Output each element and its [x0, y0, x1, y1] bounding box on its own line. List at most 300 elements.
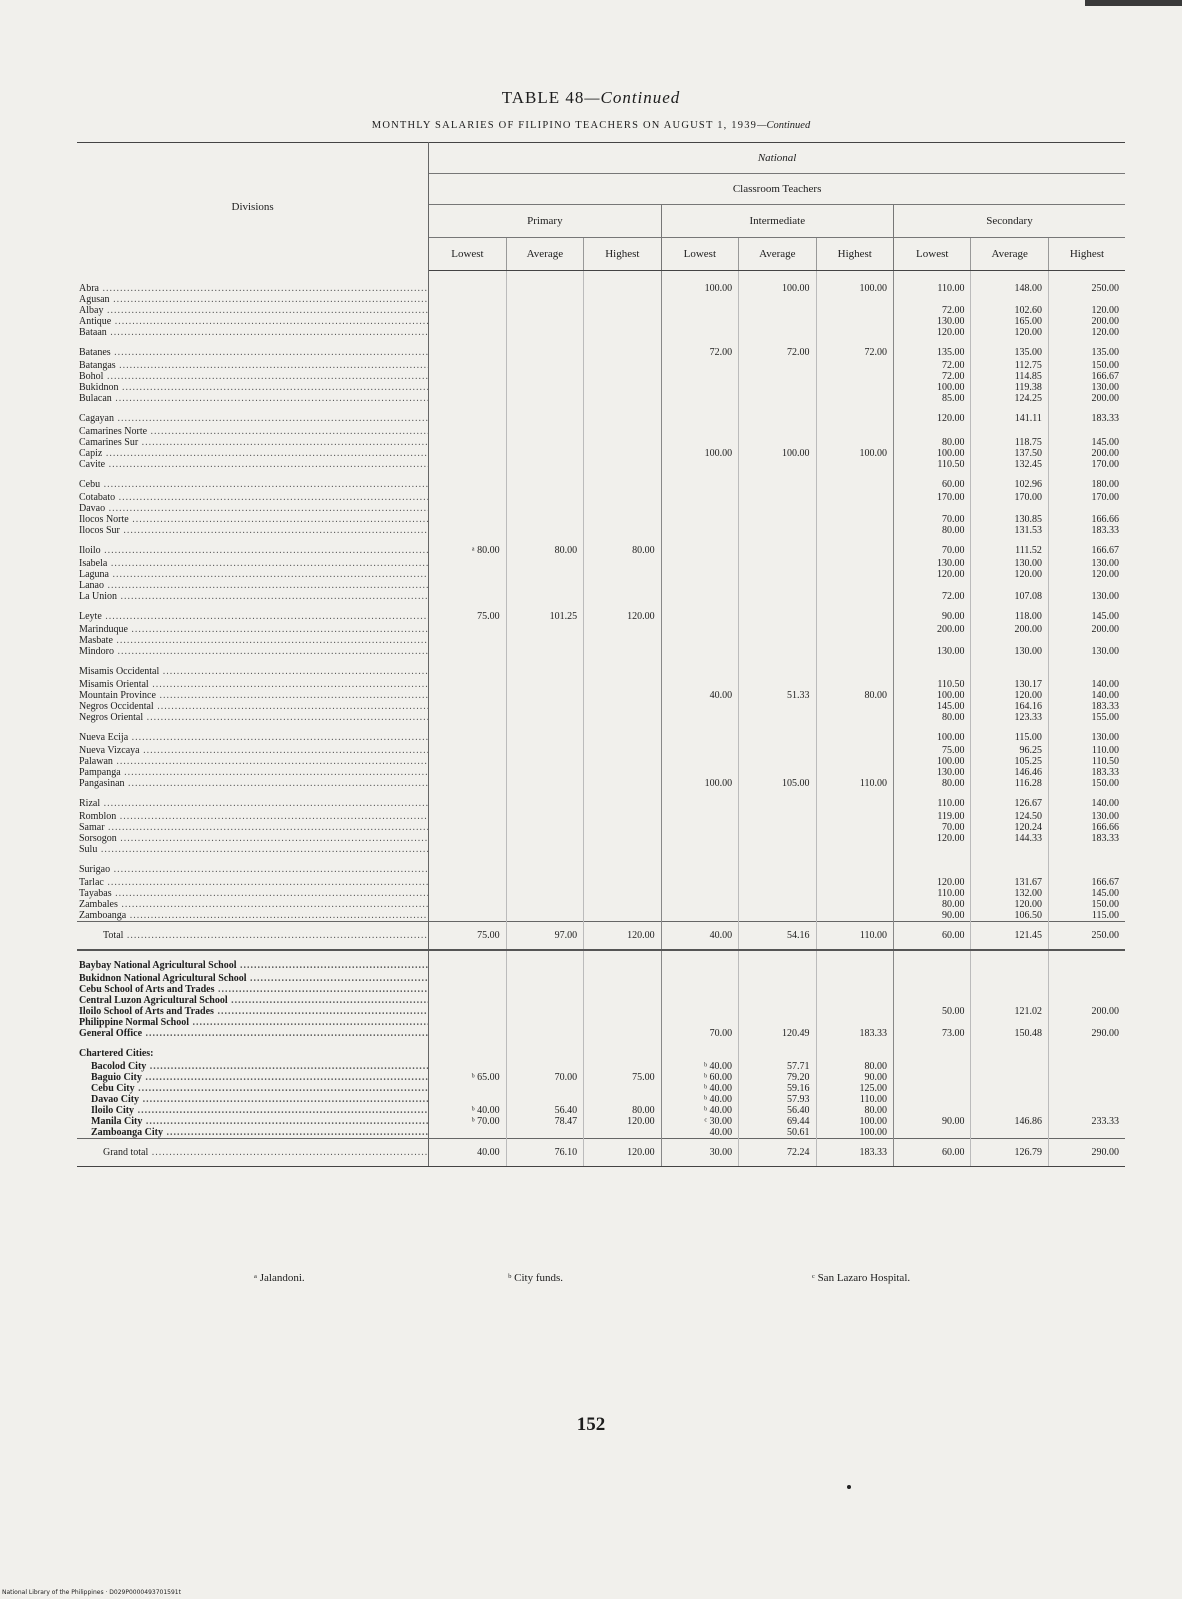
- value-cell: 97.00: [506, 922, 583, 951]
- value-cell: [739, 910, 816, 922]
- value-cell: [816, 602, 893, 624]
- row-label-text: Samar .....: [79, 822, 429, 833]
- value-cell: [506, 569, 583, 580]
- value-cell: [429, 778, 506, 789]
- value-cell: [506, 756, 583, 767]
- value-cell: 200.00: [1048, 1006, 1125, 1017]
- value-cell: 112.75: [971, 360, 1048, 371]
- value-cell: 130.00: [894, 767, 971, 778]
- value-cell: 130.00: [894, 646, 971, 657]
- row-label: [77, 536, 429, 558]
- value-cell: 110.50: [894, 459, 971, 470]
- table-header: [77, 143, 1125, 271]
- value-cell: [1048, 844, 1125, 855]
- value-cell: [894, 1083, 971, 1094]
- value-cell: [971, 1094, 1048, 1105]
- value-cell: [506, 910, 583, 922]
- value-cell: 124.25: [971, 393, 1048, 404]
- value-cell: [739, 316, 816, 327]
- value-cell: [739, 426, 816, 437]
- value-cell: 145.00: [1048, 888, 1125, 899]
- secondary-header: Secondary: [894, 205, 1126, 238]
- value-cell: [429, 910, 506, 922]
- value-cell: [584, 899, 661, 910]
- row-label: [77, 995, 429, 1006]
- value-cell: [816, 1017, 893, 1028]
- value-cell: [661, 844, 738, 855]
- value-cell: [739, 950, 816, 973]
- value-cell: ᵇ 40.00: [661, 1083, 738, 1094]
- row-label-text: Sulu .....: [79, 844, 429, 855]
- row-label-text: Cebu .....: [79, 479, 429, 490]
- value-cell: 80.00: [506, 536, 583, 558]
- title-continued: —Continued: [584, 88, 681, 107]
- value-cell: 250.00: [1048, 271, 1125, 295]
- row-label: [77, 973, 429, 984]
- value-cell: [1048, 984, 1125, 995]
- value-cell: [661, 984, 738, 995]
- value-cell: [661, 470, 738, 492]
- row-label-text: Baguio City .....: [79, 1072, 429, 1083]
- value-cell: [506, 1094, 583, 1105]
- value-cell: [584, 316, 661, 327]
- table-row: [77, 1061, 1125, 1072]
- classroom-teachers-header: Classroom Teachers: [429, 174, 1125, 205]
- table-row: [77, 950, 1125, 973]
- row-label: [77, 437, 429, 448]
- value-cell: 150.00: [1048, 899, 1125, 910]
- value-cell: [816, 591, 893, 602]
- value-cell: [739, 624, 816, 635]
- value-cell: [506, 877, 583, 888]
- value-cell: [429, 525, 506, 536]
- row-label: [77, 701, 429, 712]
- row-label: [77, 950, 429, 973]
- row-label: [77, 899, 429, 910]
- value-cell: 72.00: [739, 338, 816, 360]
- value-cell: [506, 470, 583, 492]
- value-cell: [506, 525, 583, 536]
- row-label: [77, 690, 429, 701]
- value-cell: 140.00: [1048, 679, 1125, 690]
- table-body: [77, 271, 1125, 1167]
- row-label-text: Mindoro .....: [79, 646, 429, 657]
- value-cell: ᶜ 30.00: [661, 1116, 738, 1127]
- value-cell: [1048, 855, 1125, 877]
- row-label: [77, 756, 429, 767]
- value-cell: 40.00: [661, 922, 738, 951]
- value-cell: [1048, 995, 1125, 1006]
- value-cell: 110.00: [816, 778, 893, 789]
- value-cell: [894, 984, 971, 995]
- value-cell: [816, 327, 893, 338]
- row-label: [77, 305, 429, 316]
- value-cell: [506, 338, 583, 360]
- table-row: [77, 745, 1125, 756]
- value-cell: [1048, 294, 1125, 305]
- column-header: Lowest: [429, 238, 506, 271]
- value-cell: [661, 558, 738, 569]
- value-cell: [894, 1017, 971, 1028]
- value-cell: [584, 690, 661, 701]
- value-cell: [971, 580, 1048, 591]
- table-row: [77, 690, 1125, 701]
- value-cell: 170.00: [971, 492, 1048, 503]
- table-row: [77, 1094, 1125, 1105]
- value-cell: 75.00: [584, 1072, 661, 1083]
- value-cell: 90.00: [894, 910, 971, 922]
- value-cell: [584, 294, 661, 305]
- value-cell: [816, 679, 893, 690]
- table-row: [77, 657, 1125, 679]
- row-label: [77, 525, 429, 536]
- value-cell: 120.00: [584, 1116, 661, 1127]
- row-label: [77, 922, 429, 951]
- value-cell: [584, 877, 661, 888]
- value-cell: 130.00: [1048, 591, 1125, 602]
- row-label: [77, 1127, 429, 1139]
- row-label: [77, 767, 429, 778]
- row-label-text: Rizal .....: [79, 798, 429, 809]
- value-cell: [739, 1017, 816, 1028]
- row-label: [77, 877, 429, 888]
- value-cell: [739, 973, 816, 984]
- value-cell: [661, 899, 738, 910]
- value-cell: [816, 558, 893, 569]
- row-label: [77, 822, 429, 833]
- value-cell: [584, 525, 661, 536]
- row-label: [77, 657, 429, 679]
- value-cell: 56.40: [739, 1105, 816, 1116]
- value-cell: [584, 745, 661, 756]
- value-cell: 164.16: [971, 701, 1048, 712]
- value-cell: [739, 855, 816, 877]
- value-cell: [506, 393, 583, 404]
- value-cell: 146.46: [971, 767, 1048, 778]
- row-label: [77, 1116, 429, 1127]
- value-cell: [429, 877, 506, 888]
- value-cell: [584, 338, 661, 360]
- value-cell: [739, 767, 816, 778]
- row-label-text: Marinduque .....: [79, 624, 429, 635]
- value-cell: [816, 514, 893, 525]
- value-cell: [661, 635, 738, 646]
- value-cell: 120.00: [1048, 327, 1125, 338]
- value-cell: ᵇ 70.00: [429, 1116, 506, 1127]
- table-row: [77, 602, 1125, 624]
- value-cell: [584, 382, 661, 393]
- value-cell: 57.71: [739, 1061, 816, 1072]
- value-cell: [816, 382, 893, 393]
- value-cell: [971, 657, 1048, 679]
- row-label-text: Ilocos Norte .....: [79, 514, 429, 525]
- column-header: Average: [971, 238, 1048, 271]
- value-cell: 130.00: [894, 558, 971, 569]
- value-cell: [816, 459, 893, 470]
- value-cell: [584, 822, 661, 833]
- value-cell: [506, 690, 583, 701]
- value-cell: [429, 492, 506, 503]
- row-label-text: Iloilo .....: [79, 545, 429, 556]
- value-cell: 70.00: [506, 1072, 583, 1083]
- table-row: [77, 327, 1125, 338]
- value-cell: [429, 1094, 506, 1105]
- value-cell: 56.40: [506, 1105, 583, 1116]
- row-label: [77, 448, 429, 459]
- row-label-text: Cebu School of Arts and Trades .....: [79, 984, 429, 995]
- value-cell: [506, 1039, 583, 1061]
- value-cell: [816, 1006, 893, 1017]
- value-cell: [429, 855, 506, 877]
- row-label: [77, 1139, 429, 1167]
- row-label: [77, 371, 429, 382]
- value-cell: [661, 910, 738, 922]
- value-cell: [506, 657, 583, 679]
- row-label-text: Abra .....: [79, 283, 429, 294]
- value-cell: [661, 536, 738, 558]
- value-cell: 130.00: [971, 646, 1048, 657]
- value-cell: [506, 459, 583, 470]
- row-label: [77, 271, 429, 295]
- row-label: [77, 888, 429, 899]
- row-label-text: Lanao .....: [79, 580, 429, 591]
- value-cell: 183.33: [1048, 525, 1125, 536]
- value-cell: [1048, 1127, 1125, 1139]
- table-row: [77, 305, 1125, 316]
- value-cell: [816, 646, 893, 657]
- value-cell: [661, 822, 738, 833]
- value-cell: 60.00: [894, 470, 971, 492]
- value-cell: [584, 712, 661, 723]
- value-cell: 100.00: [816, 1116, 893, 1127]
- value-cell: [739, 789, 816, 811]
- value-cell: [584, 646, 661, 657]
- value-cell: 107.08: [971, 591, 1048, 602]
- value-cell: 40.00: [429, 1139, 506, 1167]
- value-cell: 120.00: [971, 327, 1048, 338]
- row-label: [77, 338, 429, 360]
- value-cell: [429, 701, 506, 712]
- value-cell: [429, 1017, 506, 1028]
- row-label: [77, 1072, 429, 1083]
- value-cell: 120.00: [1048, 305, 1125, 316]
- table-row: [77, 855, 1125, 877]
- value-cell: [584, 271, 661, 295]
- value-cell: 144.33: [971, 833, 1048, 844]
- row-label-text: La Union .....: [79, 591, 429, 602]
- table-row: [77, 1105, 1125, 1116]
- value-cell: [429, 514, 506, 525]
- value-cell: [506, 591, 583, 602]
- value-cell: 100.00: [739, 448, 816, 459]
- row-label-text: Camarines Sur .....: [79, 437, 429, 448]
- value-cell: [661, 591, 738, 602]
- value-cell: 100.00: [739, 271, 816, 295]
- value-cell: [584, 657, 661, 679]
- value-cell: [661, 459, 738, 470]
- value-cell: [971, 294, 1048, 305]
- value-cell: 70.00: [661, 1028, 738, 1039]
- value-cell: [661, 811, 738, 822]
- value-cell: 166.66: [1048, 514, 1125, 525]
- value-cell: [661, 514, 738, 525]
- value-cell: [894, 973, 971, 984]
- value-cell: [584, 1083, 661, 1094]
- value-cell: [429, 591, 506, 602]
- value-cell: [506, 492, 583, 503]
- value-cell: [661, 877, 738, 888]
- row-label-text: Iloilo School of Arts and Trades .....: [79, 1006, 429, 1017]
- row-label-text: Isabela .....: [79, 558, 429, 569]
- value-cell: [661, 569, 738, 580]
- row-label-text: Masbate .....: [79, 635, 429, 646]
- value-cell: [429, 426, 506, 437]
- row-label-text: Pangasinan .....: [79, 778, 429, 789]
- value-cell: [584, 470, 661, 492]
- value-cell: 76.10: [506, 1139, 583, 1167]
- value-cell: [429, 646, 506, 657]
- value-cell: 70.00: [894, 822, 971, 833]
- row-label-text: Ilocos Sur .....: [79, 525, 429, 536]
- value-cell: [429, 745, 506, 756]
- value-cell: 110.00: [894, 271, 971, 295]
- value-cell: [816, 811, 893, 822]
- value-cell: [816, 426, 893, 437]
- value-cell: 120.00: [971, 569, 1048, 580]
- value-cell: [506, 646, 583, 657]
- value-cell: [506, 316, 583, 327]
- row-label: [77, 635, 429, 646]
- value-cell: [429, 712, 506, 723]
- value-cell: 126.67: [971, 789, 1048, 811]
- value-cell: [739, 371, 816, 382]
- value-cell: [661, 646, 738, 657]
- value-cell: 79.20: [739, 1072, 816, 1083]
- value-cell: 150.48: [971, 1028, 1048, 1039]
- row-label: [77, 360, 429, 371]
- row-label-text: Zambales .....: [79, 899, 429, 910]
- table-row: [77, 437, 1125, 448]
- value-cell: 40.00: [661, 690, 738, 701]
- row-label-text: Bulacan .....: [79, 393, 429, 404]
- value-cell: [506, 437, 583, 448]
- value-cell: 135.00: [1048, 338, 1125, 360]
- row-label-text: Antique .....: [79, 316, 429, 327]
- row-label: [77, 745, 429, 756]
- row-label: [77, 382, 429, 393]
- value-cell: 110.00: [816, 922, 893, 951]
- value-cell: 120.00: [894, 327, 971, 338]
- value-cell: 170.00: [1048, 492, 1125, 503]
- value-cell: 90.00: [894, 1116, 971, 1127]
- title-main: TABLE 48: [501, 88, 585, 107]
- row-label: [77, 602, 429, 624]
- value-cell: 119.00: [894, 811, 971, 822]
- value-cell: [816, 294, 893, 305]
- value-cell: [661, 679, 738, 690]
- row-label: [77, 789, 429, 811]
- value-cell: [584, 984, 661, 995]
- value-cell: [661, 950, 738, 973]
- page-subtitle: [0, 120, 1182, 131]
- value-cell: [894, 844, 971, 855]
- value-cell: [506, 514, 583, 525]
- row-label-text: Tarlac .....: [79, 877, 429, 888]
- value-cell: 30.00: [661, 1139, 738, 1167]
- value-cell: [506, 1127, 583, 1139]
- value-cell: [661, 426, 738, 437]
- value-cell: [816, 899, 893, 910]
- table-row: [77, 591, 1125, 602]
- value-cell: 100.00: [816, 1127, 893, 1139]
- value-cell: 120.00: [894, 404, 971, 426]
- value-cell: [816, 657, 893, 679]
- row-label: [77, 1094, 429, 1105]
- value-cell: 290.00: [1048, 1028, 1125, 1039]
- table-row: [77, 1072, 1125, 1083]
- value-cell: 75.00: [429, 602, 506, 624]
- value-cell: [584, 360, 661, 371]
- value-cell: [584, 1017, 661, 1028]
- table-row: [77, 492, 1125, 503]
- value-cell: [584, 404, 661, 426]
- value-cell: [584, 844, 661, 855]
- value-cell: [816, 789, 893, 811]
- value-cell: [429, 756, 506, 767]
- row-label-text: Cagayan .....: [79, 413, 429, 424]
- row-label: [77, 327, 429, 338]
- value-cell: 40.00: [661, 1127, 738, 1139]
- value-cell: [584, 811, 661, 822]
- row-label-text: Surigao .....: [79, 864, 429, 875]
- row-label: [77, 569, 429, 580]
- value-cell: [429, 448, 506, 459]
- table-row: [77, 723, 1125, 745]
- table-row: [77, 382, 1125, 393]
- value-cell: [971, 503, 1048, 514]
- value-cell: 118.75: [971, 437, 1048, 448]
- value-cell: [971, 1072, 1048, 1083]
- row-label-text: Baybay National Agricultural School .....: [79, 960, 429, 971]
- value-cell: [661, 492, 738, 503]
- value-cell: [429, 1061, 506, 1072]
- row-label: [77, 580, 429, 591]
- value-cell: [816, 701, 893, 712]
- value-cell: [661, 789, 738, 811]
- value-cell: [739, 1039, 816, 1061]
- row-label-text: Grand total .....: [103, 1147, 429, 1158]
- value-cell: [739, 602, 816, 624]
- value-cell: [816, 950, 893, 973]
- value-cell: [429, 950, 506, 973]
- table-row: [77, 1083, 1125, 1094]
- value-cell: [739, 712, 816, 723]
- value-cell: [661, 316, 738, 327]
- value-cell: [506, 558, 583, 569]
- value-cell: 100.00: [816, 271, 893, 295]
- value-cell: [661, 767, 738, 778]
- value-cell: 150.00: [1048, 778, 1125, 789]
- value-cell: [816, 525, 893, 536]
- value-cell: 75.00: [429, 922, 506, 951]
- value-cell: 110.50: [1048, 756, 1125, 767]
- value-cell: 166.66: [1048, 822, 1125, 833]
- value-cell: 131.67: [971, 877, 1048, 888]
- value-cell: [971, 844, 1048, 855]
- row-label: [77, 294, 429, 305]
- value-cell: [739, 393, 816, 404]
- value-cell: [429, 1006, 506, 1017]
